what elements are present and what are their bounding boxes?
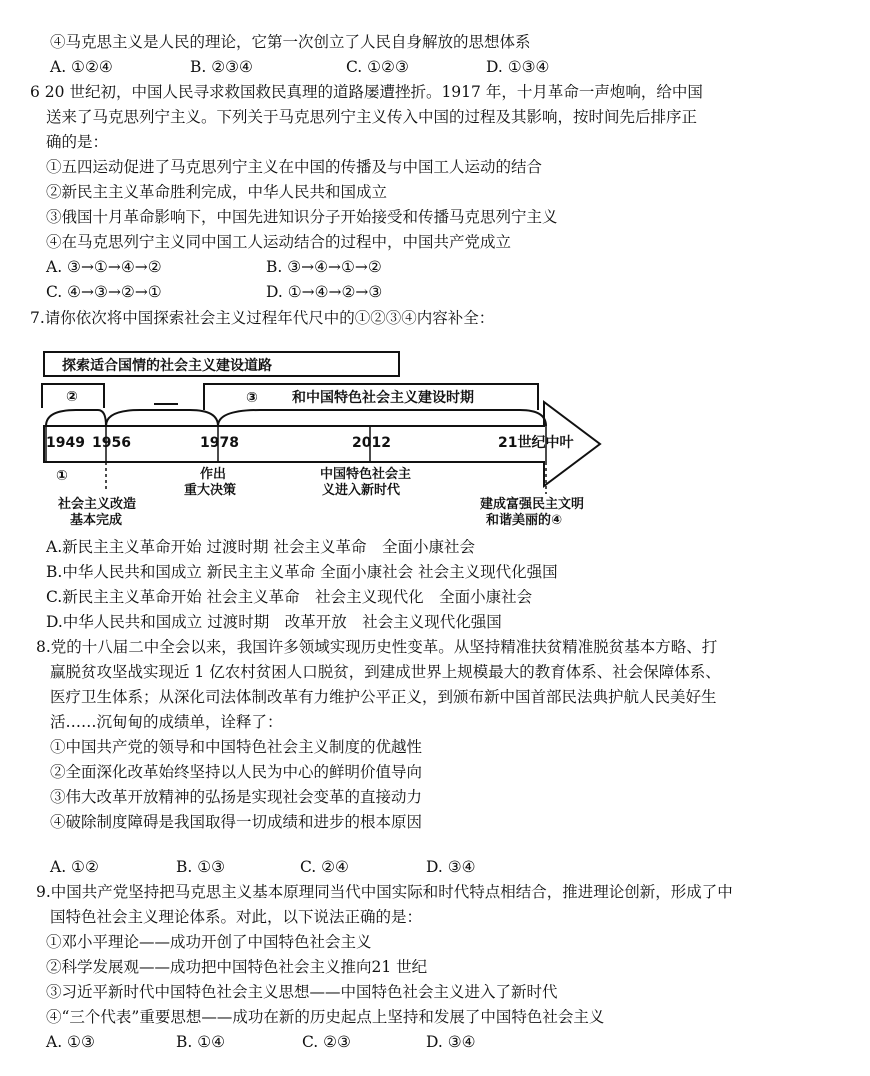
below-1978-line-1: 作出 [200, 467, 227, 482]
q6-option-b[interactable]: B. ③→④→①→② [266, 258, 382, 276]
label-1: ① [56, 468, 68, 484]
year-1956: 1956 [92, 435, 131, 451]
label-2012-line-1: 中国特色社会主 [320, 467, 412, 482]
q6-option-d[interactable]: D. ①→④→②→③ [266, 283, 383, 301]
q6-statement-4: ④在马克思列宁主义同中国工人运动结合的过程中，中国共产党成立 [46, 233, 512, 251]
q9-statement-2: ②科学发展观——成功把中国特色社会主义推向21 世纪 [46, 958, 428, 976]
q7-option-b[interactable]: B.中华人民共和国成立 新民主主义革命 全面小康社会 社会主义现代化强国 [46, 563, 558, 581]
q5-option-a[interactable]: A. ①②④ [50, 58, 113, 76]
box2-label: ② [66, 389, 78, 405]
q7-stem: 7.请你依次将中国探索社会主义过程年代尺中的①②③④内容补全： [30, 309, 495, 327]
q8-stem-line-3: 医疗卫生体系；从深化司法体制改革有力维护公平正义，到颁布新中国首部民法典护航人民美好生 [50, 688, 717, 706]
q6-stem-line-1: 6 20 世纪初，中国人民寻求救国救民真理的道路屡遭挫折。1917 年，十月革命一声炮响，给中国 [30, 83, 703, 101]
q9-statement-3: ③习近平新时代中国特色社会主义思想——中国特色社会主义进入了新时代 [46, 983, 558, 1001]
q6-options-row-1 [46, 257, 546, 277]
q8-option-b[interactable]: B. ①③ [176, 858, 226, 876]
q8-statement-4: ④破除制度障碍是我国取得一切成绩和进步的根本原因 [50, 813, 423, 831]
span-3-brace [218, 410, 546, 426]
q5-option-d[interactable]: D. ①③④ [486, 58, 550, 76]
q9-option-c[interactable]: C. ②③ [302, 1033, 351, 1051]
q5-options [50, 57, 650, 77]
below-21c-line-2: 和谐美丽的④ [486, 513, 563, 528]
q8-statement-2: ②全面深化改革始终坚持以人民为中心的鲜明价值导向 [50, 763, 423, 781]
span-blank-brace [106, 410, 218, 426]
q8-option-c[interactable]: C. ②④ [300, 858, 349, 876]
below-21c-line-1: 建成富强民主文明 [480, 497, 585, 512]
box3-circle-label: ③ [246, 390, 258, 406]
label-2012-line-2: 义进入新时代 [322, 483, 401, 498]
q9-option-d[interactable]: D. ③④ [426, 1033, 476, 1051]
q5-statement-4: ④马克思主义是人民的理论，它第一次创立了人民自身解放的思想体系 [50, 33, 531, 51]
year-1949: 1949 [46, 435, 85, 451]
q8-stem-line-1: 8.党的十八届二中全会以来，我国许多领域实现历史性变革。从坚持精准扶贫精准脱贫基本方略、打 [36, 638, 718, 656]
q8-option-a[interactable]: A. ①② [50, 858, 99, 876]
q8-statement-3: ③伟大改革开放精神的弘扬是实现社会变革的直接动力 [50, 788, 423, 806]
q9-options [46, 1032, 546, 1052]
year-2012: 2012 [352, 435, 391, 451]
q8-stem-line-4: 活……沉甸甸的成绩单，诠释了： [50, 713, 283, 731]
q9-statement-4: ④“三个代表”重要思想——成功在新的历史起点上坚持和发展了中国特色社会主义 [46, 1008, 605, 1026]
top-box-label: 探索适合国情的社会主义建设道路 [62, 358, 272, 374]
q6-statement-2: ②新民主主义革命胜利完成，中华人民共和国成立 [46, 183, 388, 201]
q6-options-row-2 [46, 282, 546, 302]
q9-option-a[interactable]: A. ①③ [46, 1033, 95, 1051]
q7-option-c[interactable]: C.新民主主义革命开始 社会主义革命 社会主义现代化 全面小康社会 [46, 588, 533, 606]
q5-option-c[interactable]: C. ①②③ [346, 58, 409, 76]
q9-statement-1: ①邓小平理论——成功开创了中国特色社会主义 [46, 933, 372, 951]
below-1956-line-2: 基本完成 [70, 513, 123, 528]
below-1956-line-1: 社会主义改造 [58, 497, 137, 512]
span-2-brace [46, 410, 106, 426]
q5-option-b[interactable]: B. ②③④ [190, 58, 253, 76]
q9-option-b[interactable]: B. ①④ [176, 1033, 226, 1051]
q7-option-d[interactable]: D.中华人民共和国成立 过渡时期 改革开放 社会主义现代化强国 [46, 613, 502, 631]
q6-statement-3: ③俄国十月革命影响下，中国先进知识分子开始接受和传播马克思列宁主义 [46, 208, 558, 226]
q6-stem-line-2: 送来了马克思列宁主义。下列关于马克思列宁主义传入中国的过程及其影响，按时间先后排序正 [46, 108, 698, 126]
year-1978: 1978 [200, 435, 239, 451]
q8-option-d[interactable]: D. ③④ [426, 858, 476, 876]
q8-options [50, 857, 550, 877]
box3-label: 和中国特色社会主义建设时期 [292, 390, 474, 406]
q9-stem-line-2: 国特色社会主义理论体系。对此，以下说法正确的是： [50, 908, 423, 926]
q9-stem-line-1: 9.中国共产党坚持把马克思主义基本原理同当代中国实际和时代特点相结合，推进理论创新，形成了中 [36, 883, 733, 901]
year-21st-century-mid: 21世纪中叶 [498, 435, 574, 451]
q6-statement-1: ①五四运动促进了马克思列宁主义在中国的传播及与中国工人运动的结合 [46, 158, 543, 176]
q7-option-a[interactable]: A.新民主主义革命开始 过渡时期 社会主义革命 全面小康社会 [46, 538, 475, 556]
q6-option-c[interactable]: C. ④→③→②→① [46, 283, 162, 301]
q6-option-a[interactable]: A. ③→①→④→② [46, 258, 162, 276]
q8-stem-line-2: 赢脱贫攻坚战实现近 1 亿农村贫困人口脱贫，到建成世界上规模最大的教育体系、社会保障体系、 [50, 663, 721, 681]
q6-stem-line-3: 确的是： [46, 133, 109, 151]
timeline-diagram [40, 346, 610, 530]
below-1978-line-2: 重大决策 [184, 483, 237, 498]
q8-statement-1: ①中国共产党的领导和中国特色社会主义制度的优越性 [50, 738, 423, 756]
